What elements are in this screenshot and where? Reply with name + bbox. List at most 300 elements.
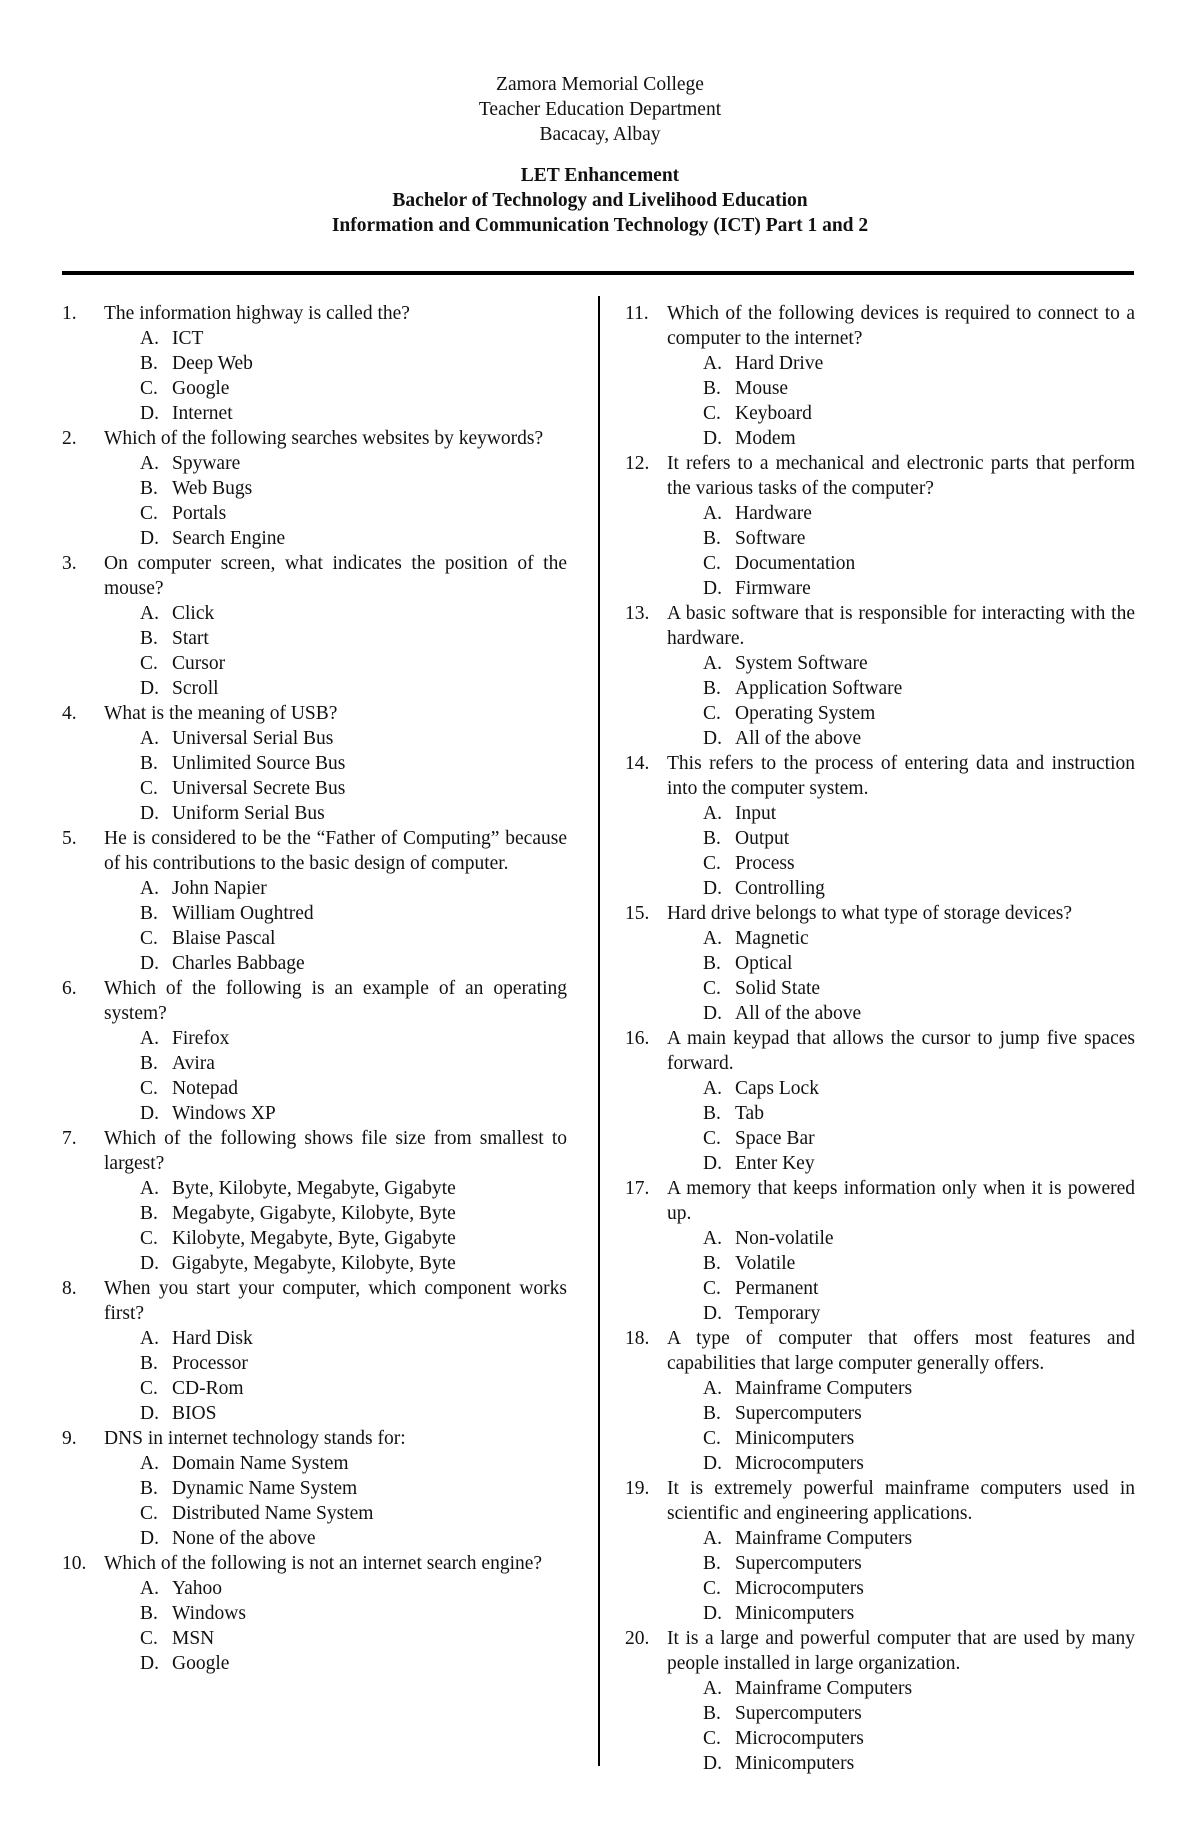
answer-option: [62, 326, 567, 351]
answer-option: [62, 776, 567, 801]
answer-option: [62, 401, 567, 426]
option-text: Temporary: [735, 1303, 821, 1324]
question-number: 13.: [625, 603, 650, 624]
option-text: Supercomputers: [735, 1703, 862, 1724]
option-text: Cursor: [172, 653, 226, 674]
question-stem: [62, 1426, 567, 1451]
option-letter: C.: [703, 1128, 721, 1149]
question-text: A type of computer that offers most features and capabilities that large computer generally offers.: [667, 1328, 1135, 1374]
question-text: A main keypad that allows the cursor to jump five spaces forward.: [667, 1028, 1135, 1074]
answer-option: [625, 976, 1135, 1001]
question-stem: [62, 551, 567, 601]
option-text: All of the above: [735, 728, 862, 749]
option-letter: D.: [703, 578, 722, 599]
question-item: [62, 1126, 567, 1276]
option-letter: D.: [140, 1528, 159, 1549]
question-item: [625, 1626, 1135, 1776]
answer-option: [625, 401, 1135, 426]
answer-option: [62, 1376, 567, 1401]
option-text: Software: [735, 528, 806, 549]
answer-option: [625, 576, 1135, 601]
option-text: None of the above: [172, 1528, 316, 1549]
option-text: Yahoo: [172, 1578, 223, 1599]
question-item: [625, 1176, 1135, 1326]
answer-option: [62, 951, 567, 976]
question-stem: [62, 826, 567, 876]
option-letter: C.: [140, 1503, 158, 1524]
question-text: When you start your computer, which component works first?: [104, 1278, 567, 1324]
answer-option: [62, 526, 567, 551]
question-text: Hard drive belongs to what type of storage devices?: [667, 903, 1073, 924]
option-letter: D.: [140, 678, 159, 699]
answer-option: [62, 1501, 567, 1526]
option-text: All of the above: [735, 1003, 862, 1024]
option-letter: D.: [703, 428, 722, 449]
option-letter: D.: [140, 803, 159, 824]
option-text: ICT: [172, 328, 204, 349]
answer-option: [625, 676, 1135, 701]
question-number: 3.: [62, 553, 77, 574]
question-number: 16.: [625, 1028, 650, 1049]
question-stem: [625, 751, 1135, 801]
option-text: Mainframe Computers: [735, 1378, 913, 1399]
option-text: Volatile: [735, 1253, 796, 1274]
option-text: Microcomputers: [735, 1728, 864, 1749]
answer-option: [62, 626, 567, 651]
option-letter: A.: [703, 653, 722, 674]
option-letter: C.: [703, 853, 721, 874]
option-text: Mainframe Computers: [735, 1678, 913, 1699]
answer-option: [62, 1451, 567, 1476]
option-letter: B.: [140, 1603, 158, 1624]
option-letter: A.: [140, 453, 159, 474]
option-text: Portals: [172, 503, 227, 524]
question-stem: [625, 601, 1135, 651]
question-item: [625, 601, 1135, 751]
option-letter: A.: [140, 878, 159, 899]
option-letter: B.: [703, 953, 721, 974]
answer-option: [62, 1101, 567, 1126]
option-letter: A.: [703, 1528, 722, 1549]
answer-option: [62, 1626, 567, 1651]
option-letter: B.: [140, 1203, 158, 1224]
option-text: Operating System: [735, 703, 876, 724]
option-letter: A.: [140, 728, 159, 749]
answer-option: [625, 651, 1135, 676]
answer-option: [625, 801, 1135, 826]
question-number: 4.: [62, 703, 77, 724]
option-letter: D.: [140, 1103, 159, 1124]
question-stem: [62, 701, 567, 726]
option-letter: B.: [140, 753, 158, 774]
question-number: 17.: [625, 1178, 650, 1199]
option-text: Google: [172, 378, 230, 399]
option-text: Input: [735, 803, 777, 824]
option-letter: D.: [703, 1753, 722, 1774]
question-item: [625, 1476, 1135, 1626]
answer-option: [62, 501, 567, 526]
option-letter: C.: [140, 1078, 158, 1099]
question-item: [62, 701, 567, 826]
answer-option: [625, 501, 1135, 526]
option-text: Universal Secrete Bus: [172, 778, 346, 799]
question-item: [62, 426, 567, 551]
question-text: It is extremely powerful mainframe computers used in scientific and engineering applications.: [667, 1478, 1135, 1524]
option-text: Process: [735, 853, 795, 874]
option-letter: C.: [703, 403, 721, 424]
question-text: It refers to a mechanical and electronic parts that perform the various tasks of the computer?: [667, 453, 1135, 499]
answer-option: [625, 1726, 1135, 1751]
answer-option: [625, 351, 1135, 376]
answer-option: [625, 1676, 1135, 1701]
option-text: Processor: [172, 1353, 248, 1374]
question-item: [62, 1551, 567, 1676]
option-letter: D.: [703, 878, 722, 899]
question-stem: [625, 1026, 1135, 1076]
option-letter: C.: [703, 553, 721, 574]
option-letter: C.: [703, 1578, 721, 1599]
option-text: Minicomputers: [735, 1428, 855, 1449]
option-text: Universal Serial Bus: [172, 728, 334, 749]
question-number: 11.: [625, 303, 649, 324]
option-letter: D.: [703, 1453, 722, 1474]
question-item: [625, 901, 1135, 1026]
option-text: Click: [172, 603, 215, 624]
answer-option: [625, 1701, 1135, 1726]
option-letter: A.: [703, 353, 722, 374]
option-letter: A.: [140, 1453, 159, 1474]
option-letter: A.: [140, 603, 159, 624]
answer-option: [625, 826, 1135, 851]
option-letter: B.: [140, 1053, 158, 1074]
questions-right-column: [625, 301, 1135, 1776]
option-letter: C.: [140, 1628, 158, 1649]
option-letter: A.: [140, 1028, 159, 1049]
option-letter: A.: [703, 1678, 722, 1699]
option-text: Controlling: [735, 878, 825, 899]
answer-option: [62, 1176, 567, 1201]
answer-option: [625, 1376, 1135, 1401]
question-stem: [625, 451, 1135, 501]
option-text: Documentation: [735, 553, 856, 574]
option-text: Enter Key: [735, 1153, 815, 1174]
option-text: Minicomputers: [735, 1753, 855, 1774]
answer-option: [625, 1551, 1135, 1576]
answer-option: [62, 451, 567, 476]
question-item: [62, 826, 567, 976]
answer-option: [625, 1451, 1135, 1476]
question-text: What is the meaning of USB?: [104, 703, 338, 724]
option-letter: B.: [140, 353, 158, 374]
answer-option: [62, 1201, 567, 1226]
answer-option: [625, 426, 1135, 451]
question-item: [625, 1326, 1135, 1476]
question-text: A basic software that is responsible for interacting with the hardware.: [667, 603, 1135, 649]
answer-option: [62, 1601, 567, 1626]
answer-option: [625, 926, 1135, 951]
option-letter: C.: [703, 1428, 721, 1449]
option-text: Domain Name System: [172, 1453, 349, 1474]
answer-option: [625, 1576, 1135, 1601]
option-letter: D.: [703, 1303, 722, 1324]
option-letter: A.: [703, 503, 722, 524]
option-text: Microcomputers: [735, 1453, 864, 1474]
answer-option: [62, 1026, 567, 1051]
option-letter: B.: [703, 528, 721, 549]
header-rule: [62, 271, 1134, 275]
answer-option: [62, 676, 567, 701]
option-text: Supercomputers: [735, 1553, 862, 1574]
option-text: Google: [172, 1653, 230, 1674]
question-item: [62, 301, 567, 426]
option-letter: A.: [140, 328, 159, 349]
option-text: Minicomputers: [735, 1603, 855, 1624]
option-letter: D.: [140, 1403, 159, 1424]
answer-option: [62, 751, 567, 776]
question-number: 19.: [625, 1478, 650, 1499]
option-text: Uniform Serial Bus: [172, 803, 325, 824]
question-item: [625, 301, 1135, 451]
question-number: 14.: [625, 753, 650, 774]
answer-option: [625, 551, 1135, 576]
option-text: Microcomputers: [735, 1578, 864, 1599]
answer-option: [625, 701, 1135, 726]
question-item: [625, 1026, 1135, 1176]
question-text: Which of the following shows file size from smallest to largest?: [104, 1128, 567, 1174]
question-stem: [625, 1626, 1135, 1676]
question-stem: [62, 1126, 567, 1176]
question-number: 20.: [625, 1628, 650, 1649]
question-text: The information highway is called the?: [104, 303, 410, 324]
answer-option: [625, 1526, 1135, 1551]
option-letter: C.: [140, 928, 158, 949]
option-letter: C.: [140, 503, 158, 524]
questions-left-column: [62, 301, 567, 1676]
question-stem: [625, 1476, 1135, 1526]
document-title: LET Enhancement: [520, 165, 680, 186]
question-stem: [62, 301, 567, 326]
subject-name: Information and Communication Technology (ICT) Part 1 and 2: [331, 215, 869, 236]
option-letter: A.: [703, 1228, 722, 1249]
answer-option: [625, 1226, 1135, 1251]
answer-option: [62, 1576, 567, 1601]
question-text: On computer screen, what indicates the position of the mouse?: [104, 553, 567, 599]
document-header: [0, 72, 1200, 238]
option-letter: B.: [703, 1103, 721, 1124]
option-text: Gigabyte, Megabyte, Kilobyte, Byte: [172, 1253, 456, 1274]
option-letter: B.: [140, 628, 158, 649]
answer-option: [62, 926, 567, 951]
answer-option: [625, 1276, 1135, 1301]
answer-option: [625, 1101, 1135, 1126]
option-letter: D.: [140, 403, 159, 424]
option-letter: C.: [140, 378, 158, 399]
answer-option: [62, 1076, 567, 1101]
option-text: Megabyte, Gigabyte, Kilobyte, Byte: [172, 1203, 456, 1224]
option-text: Search Engine: [172, 528, 286, 549]
option-text: William Oughtred: [172, 903, 314, 924]
option-letter: D.: [140, 1253, 159, 1274]
answer-option: [625, 1251, 1135, 1276]
option-text: MSN: [172, 1628, 215, 1649]
option-letter: C.: [703, 1278, 721, 1299]
option-letter: C.: [703, 978, 721, 999]
question-stem: [625, 301, 1135, 351]
option-letter: D.: [703, 1603, 722, 1624]
option-letter: B.: [703, 678, 721, 699]
option-letter: D.: [703, 1003, 722, 1024]
option-letter: D.: [140, 1653, 159, 1674]
answer-option: [62, 726, 567, 751]
option-letter: A.: [703, 803, 722, 824]
option-text: Mouse: [735, 378, 789, 399]
question-number: 15.: [625, 903, 650, 924]
answer-option: [62, 876, 567, 901]
answer-option: [625, 1401, 1135, 1426]
option-text: Hard Disk: [172, 1328, 253, 1349]
option-letter: B.: [140, 1353, 158, 1374]
option-letter: C.: [140, 1228, 158, 1249]
option-text: Solid State: [735, 978, 821, 999]
option-letter: B.: [703, 1553, 721, 1574]
option-text: Hardware: [735, 503, 812, 524]
question-stem: [625, 901, 1135, 926]
question-text: Which of the following searches websites by keywords?: [104, 428, 544, 449]
option-text: Blaise Pascal: [172, 928, 276, 949]
option-text: Unlimited Source Bus: [172, 753, 346, 774]
option-text: Web Bugs: [172, 478, 253, 499]
option-letter: B.: [703, 378, 721, 399]
question-item: [62, 1426, 567, 1551]
option-letter: B.: [703, 1703, 721, 1724]
option-text: Windows: [172, 1603, 246, 1624]
question-number: 10.: [62, 1553, 87, 1574]
answer-option: [625, 1151, 1135, 1176]
answer-option: [625, 726, 1135, 751]
option-letter: D.: [703, 728, 722, 749]
option-letter: A.: [140, 1578, 159, 1599]
option-text: Distributed Name System: [172, 1503, 374, 1524]
option-letter: B.: [703, 1253, 721, 1274]
option-text: Spyware: [172, 453, 241, 474]
column-divider: [598, 296, 600, 1766]
option-letter: B.: [140, 1478, 158, 1499]
option-letter: B.: [703, 828, 721, 849]
option-letter: A.: [703, 1078, 722, 1099]
answer-option: [62, 1326, 567, 1351]
option-text: Keyboard: [735, 403, 812, 424]
option-text: Scroll: [172, 678, 219, 699]
question-number: 5.: [62, 828, 77, 849]
school-name: Zamora Memorial College: [496, 74, 704, 95]
option-text: Windows XP: [172, 1103, 276, 1124]
option-text: Firmware: [735, 578, 811, 599]
option-text: Optical: [735, 953, 793, 974]
option-text: Tab: [735, 1103, 764, 1124]
option-letter: C.: [140, 778, 158, 799]
question-text: Which of the following is an example of an operating system?: [104, 978, 567, 1024]
question-stem: [62, 1551, 567, 1576]
answer-option: [62, 1526, 567, 1551]
option-letter: C.: [703, 703, 721, 724]
option-text: Deep Web: [172, 353, 253, 374]
option-text: Notepad: [172, 1078, 239, 1099]
option-letter: B.: [140, 903, 158, 924]
answer-option: [62, 601, 567, 626]
option-letter: D.: [140, 953, 159, 974]
option-text: Start: [172, 628, 209, 649]
question-number: 6.: [62, 978, 77, 999]
question-item: [625, 451, 1135, 601]
question-item: [625, 751, 1135, 901]
option-text: BIOS: [172, 1403, 217, 1424]
question-number: 1.: [62, 303, 77, 324]
option-text: Application Software: [735, 678, 903, 699]
answer-option: [62, 901, 567, 926]
answer-option: [625, 1301, 1135, 1326]
answer-option: [62, 1226, 567, 1251]
option-text: Output: [735, 828, 790, 849]
option-text: Permanent: [735, 1278, 819, 1299]
question-stem: [62, 976, 567, 1026]
option-text: Supercomputers: [735, 1403, 862, 1424]
question-number: 2.: [62, 428, 77, 449]
answer-option: [625, 1126, 1135, 1151]
question-stem: [625, 1176, 1135, 1226]
department-name: Teacher Education Department: [478, 99, 722, 120]
answer-option: [625, 1426, 1135, 1451]
option-text: CD-Rom: [172, 1378, 244, 1399]
question-number: 7.: [62, 1128, 77, 1149]
answer-option: [62, 801, 567, 826]
option-text: Mainframe Computers: [735, 1528, 913, 1549]
answer-option: [62, 376, 567, 401]
answer-option: [62, 476, 567, 501]
option-letter: A.: [703, 1378, 722, 1399]
answer-option: [62, 351, 567, 376]
question-number: 18.: [625, 1328, 650, 1349]
question-item: [62, 551, 567, 701]
question-text: A memory that keeps information only when it is powered up.: [667, 1178, 1135, 1224]
option-text: Hard Drive: [735, 353, 824, 374]
answer-option: [62, 1051, 567, 1076]
option-text: Charles Babbage: [172, 953, 305, 974]
question-text: This refers to the process of entering data and instruction into the computer system.: [667, 753, 1135, 799]
school-location: Bacacay, Albay: [539, 124, 661, 145]
answer-option: [625, 1076, 1135, 1101]
answer-option: [62, 1351, 567, 1376]
question-number: 8.: [62, 1278, 77, 1299]
option-text: Caps Lock: [735, 1078, 819, 1099]
option-letter: A.: [703, 928, 722, 949]
question-text: Which of the following is not an internet search engine?: [104, 1553, 543, 1574]
option-text: Modem: [735, 428, 796, 449]
answer-option: [62, 1651, 567, 1676]
question-text: It is a large and powerful computer that are used by many people installed in large organization.: [667, 1628, 1135, 1674]
question-stem: [62, 426, 567, 451]
option-text: Internet: [172, 403, 233, 424]
question-stem: [62, 1276, 567, 1326]
answer-option: [625, 876, 1135, 901]
answer-option: [625, 1751, 1135, 1776]
option-text: Dynamic Name System: [172, 1478, 358, 1499]
option-letter: C.: [703, 1728, 721, 1749]
option-letter: A.: [140, 1178, 159, 1199]
question-item: [62, 1276, 567, 1426]
answer-option: [62, 1401, 567, 1426]
answer-option: [625, 951, 1135, 976]
option-letter: D.: [140, 528, 159, 549]
